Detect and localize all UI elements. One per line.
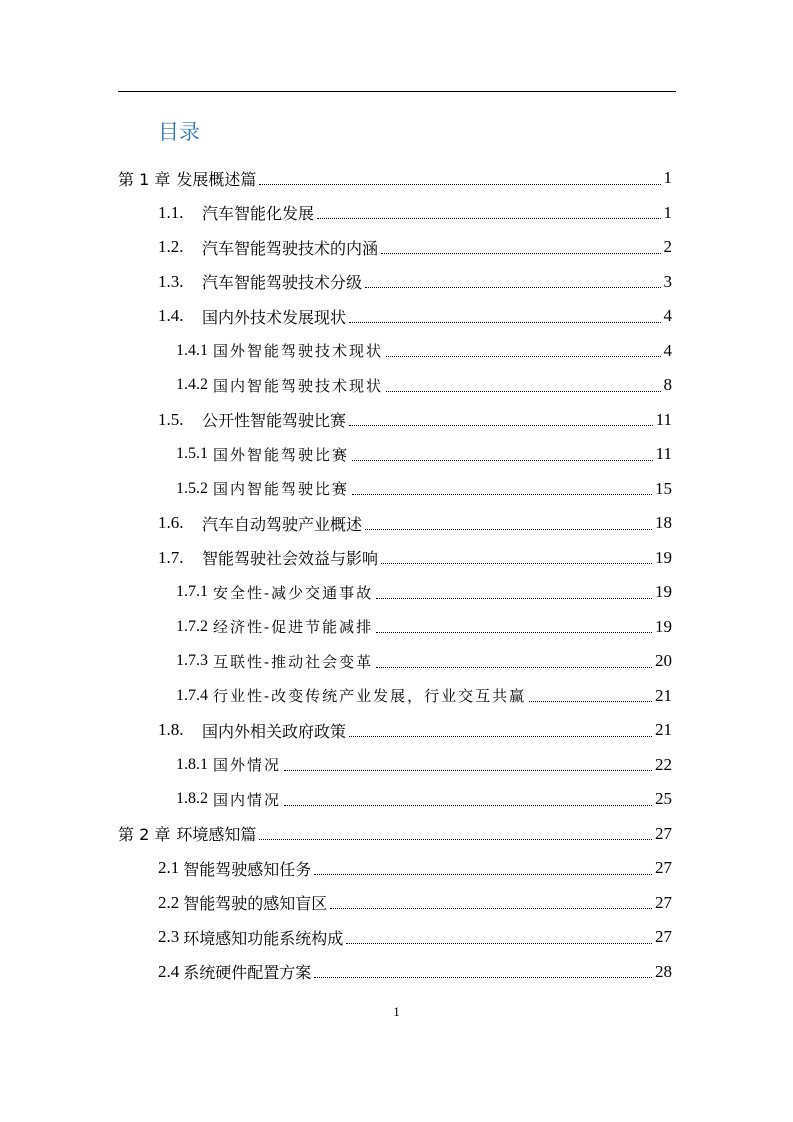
toc-entry-page: 20 bbox=[655, 651, 672, 670]
toc-entry[interactable] bbox=[158, 713, 672, 747]
toc-entry[interactable] bbox=[118, 817, 672, 851]
toc-leader-dots bbox=[386, 356, 660, 357]
toc-heading: 目录 bbox=[158, 120, 200, 144]
toc-entry-title: 系统硬件配置方案 bbox=[183, 963, 312, 982]
toc-entry[interactable] bbox=[158, 541, 672, 575]
toc-entry[interactable] bbox=[158, 230, 672, 264]
toc-entry-page: 19 bbox=[655, 582, 672, 601]
toc-leader-dots bbox=[284, 805, 652, 806]
toc-entry-number: 第 2 章 bbox=[118, 825, 171, 844]
toc-entry-page: 1 bbox=[663, 168, 672, 187]
toc-entry-number: 1.1. bbox=[158, 202, 184, 222]
toc-entry-number: 1.8.1 bbox=[176, 755, 208, 773]
toc-entry-page: 28 bbox=[655, 961, 672, 981]
toc-entry-title: 智能驾驶社会效益与影响 bbox=[202, 549, 379, 568]
toc-entry[interactable] bbox=[158, 920, 672, 954]
toc-entry-title: 国内智能驾驶比赛 bbox=[213, 480, 350, 498]
toc-entry[interactable] bbox=[176, 782, 672, 816]
toc-entry-number: 1.2. bbox=[158, 237, 184, 256]
toc-entry-title: 汽车智能驾驶技术分级 bbox=[202, 273, 363, 292]
toc-entry[interactable] bbox=[176, 610, 672, 644]
toc-entry-title: 汽车智能驾驶技术的内涵 bbox=[202, 238, 379, 258]
toc-entry[interactable] bbox=[158, 886, 672, 920]
toc-leader-dots bbox=[376, 598, 652, 599]
toc-entry[interactable] bbox=[158, 506, 672, 540]
toc-leader-dots bbox=[381, 253, 660, 254]
toc-entry[interactable] bbox=[158, 403, 672, 437]
toc-entry-title: 国内外相关政府政策 bbox=[202, 721, 347, 741]
toc-entry-number: 1.4. bbox=[158, 306, 184, 325]
toc-entry-page: 4 bbox=[663, 306, 672, 325]
toc-entry[interactable] bbox=[118, 161, 672, 195]
toc-entry-number: 1.4.1 bbox=[176, 341, 208, 359]
toc-leader-dots bbox=[346, 943, 652, 944]
toc-entry-number: 1.8.2 bbox=[176, 790, 208, 807]
header-rule bbox=[118, 91, 676, 92]
toc-entry-title: 国外智能驾驶比赛 bbox=[213, 445, 350, 464]
toc-leader-dots bbox=[314, 874, 652, 875]
toc-entry-number: 1.6. bbox=[158, 513, 184, 532]
toc-leader-dots bbox=[349, 425, 653, 426]
toc-entry-title: 国内智能驾驶技术现状 bbox=[213, 376, 384, 395]
toc-entry-title: 国外情况 bbox=[213, 756, 282, 774]
page-number: 1 bbox=[393, 1004, 400, 1019]
toc-entry-number: 2.1 bbox=[158, 858, 180, 877]
toc-entry[interactable] bbox=[176, 748, 672, 782]
toc-leader-dots bbox=[352, 460, 653, 461]
toc-leader-dots bbox=[376, 667, 652, 668]
toc-entry-title: 汽车智能化发展 bbox=[202, 204, 315, 223]
toc-entry-page: 11 bbox=[655, 444, 672, 463]
toc-entry[interactable] bbox=[176, 679, 672, 713]
toc-entry-title: 国内外技术发展现状 bbox=[202, 307, 347, 327]
toc-entry-title: 国内情况 bbox=[213, 790, 282, 809]
toc-entry-page: 8 bbox=[663, 375, 672, 394]
toc-leader-dots bbox=[352, 494, 652, 495]
toc-entry-number: 1.4.2 bbox=[176, 376, 208, 393]
toc-entry-number: 1.5. bbox=[158, 409, 184, 429]
toc-entry[interactable] bbox=[176, 368, 672, 402]
toc-entry-title: 经济性-促进节能减排 bbox=[213, 618, 374, 636]
toc-entry-number: 2.3 bbox=[158, 927, 180, 946]
toc-entry-number: 1.7.3 bbox=[176, 652, 208, 669]
toc-entry-page: 18 bbox=[655, 513, 672, 532]
toc-entry-page: 19 bbox=[655, 616, 672, 636]
toc-entry[interactable] bbox=[176, 437, 672, 471]
toc-entry[interactable] bbox=[176, 575, 672, 609]
toc-entry-number: 1.7.2 bbox=[176, 617, 208, 635]
toc-leader-dots bbox=[529, 701, 652, 702]
toc-entry-title: 汽车自动驾驶产业概述 bbox=[202, 514, 363, 534]
toc-entry-number: 1.7.1 bbox=[176, 583, 208, 600]
toc-entry-number: 1.3. bbox=[158, 271, 184, 291]
toc-entry[interactable] bbox=[158, 299, 672, 333]
toc-leader-dots bbox=[259, 839, 652, 840]
toc-entry-page: 4 bbox=[663, 340, 672, 360]
toc-entry-title: 互联性-推动社会变革 bbox=[213, 652, 374, 671]
toc-entry-page: 2 bbox=[663, 237, 672, 256]
toc-entry-title: 行业性-改变传统产业发展，行业交互共赢 bbox=[213, 687, 527, 705]
toc-entry-title: 公开性智能驾驶比赛 bbox=[202, 411, 347, 430]
toc-entry[interactable] bbox=[176, 334, 672, 368]
toc-leader-dots bbox=[349, 736, 652, 737]
toc-entry-number: 2.2 bbox=[158, 892, 180, 912]
toc-entry-title: 安全性-减少交通事故 bbox=[213, 583, 374, 602]
toc-entry-title: 智能驾驶感知任务 bbox=[183, 859, 312, 879]
toc-leader-dots bbox=[365, 529, 652, 530]
toc-leader-dots bbox=[381, 563, 652, 564]
toc-entry-page: 1 bbox=[663, 202, 672, 222]
toc-entry-number: 1.8. bbox=[158, 720, 184, 739]
toc-entry-page: 27 bbox=[655, 823, 672, 843]
toc-entry-number: 1.5.2 bbox=[176, 479, 208, 497]
toc-leader-dots bbox=[365, 287, 660, 288]
toc-entry-page: 21 bbox=[655, 685, 672, 705]
toc-leader-dots bbox=[317, 218, 660, 219]
toc-entry-page: 27 bbox=[655, 858, 672, 877]
toc-entry-title: 环境感知功能系统构成 bbox=[183, 928, 344, 948]
toc-entry[interactable] bbox=[158, 851, 672, 885]
toc-entry[interactable] bbox=[176, 644, 672, 678]
toc-entry-page: 21 bbox=[655, 720, 672, 739]
toc-entry[interactable] bbox=[158, 265, 672, 299]
toc-entry-page: 22 bbox=[655, 754, 672, 774]
toc-entry-title: 智能驾驶的感知盲区 bbox=[183, 894, 328, 913]
toc-entry-page: 27 bbox=[655, 927, 672, 946]
toc-entry-title: 国外智能驾驶技术现状 bbox=[213, 342, 384, 360]
toc-entry-page: 3 bbox=[663, 271, 672, 291]
toc-leader-dots bbox=[330, 908, 652, 909]
toc-entry-number: 1.7.4 bbox=[176, 686, 208, 704]
toc-entry[interactable] bbox=[158, 196, 672, 230]
toc-entry-title: 发展概述篇 bbox=[176, 169, 257, 189]
toc-entry-number: 1.7. bbox=[158, 547, 184, 567]
toc-leader-dots bbox=[376, 632, 652, 633]
toc-entry-number: 2.4 bbox=[158, 961, 180, 981]
toc-leader-dots bbox=[259, 184, 660, 185]
toc-entry-page: 15 bbox=[655, 478, 672, 498]
toc-entry[interactable] bbox=[158, 955, 672, 989]
toc-leader-dots bbox=[314, 977, 652, 978]
toc-leader-dots bbox=[349, 322, 660, 323]
toc-leader-dots bbox=[386, 391, 660, 392]
toc-entry-number: 1.5.1 bbox=[176, 445, 208, 462]
toc-entry-number: 第 1 章 bbox=[118, 169, 171, 189]
toc-entry[interactable] bbox=[176, 472, 672, 506]
toc-entry-page: 11 bbox=[655, 409, 672, 429]
toc-entry-page: 19 bbox=[655, 547, 672, 567]
toc-entry-page: 27 bbox=[655, 892, 672, 912]
toc-entry-page: 25 bbox=[655, 789, 672, 808]
toc-leader-dots bbox=[284, 770, 652, 771]
toc-entry-title: 环境感知篇 bbox=[176, 825, 257, 844]
